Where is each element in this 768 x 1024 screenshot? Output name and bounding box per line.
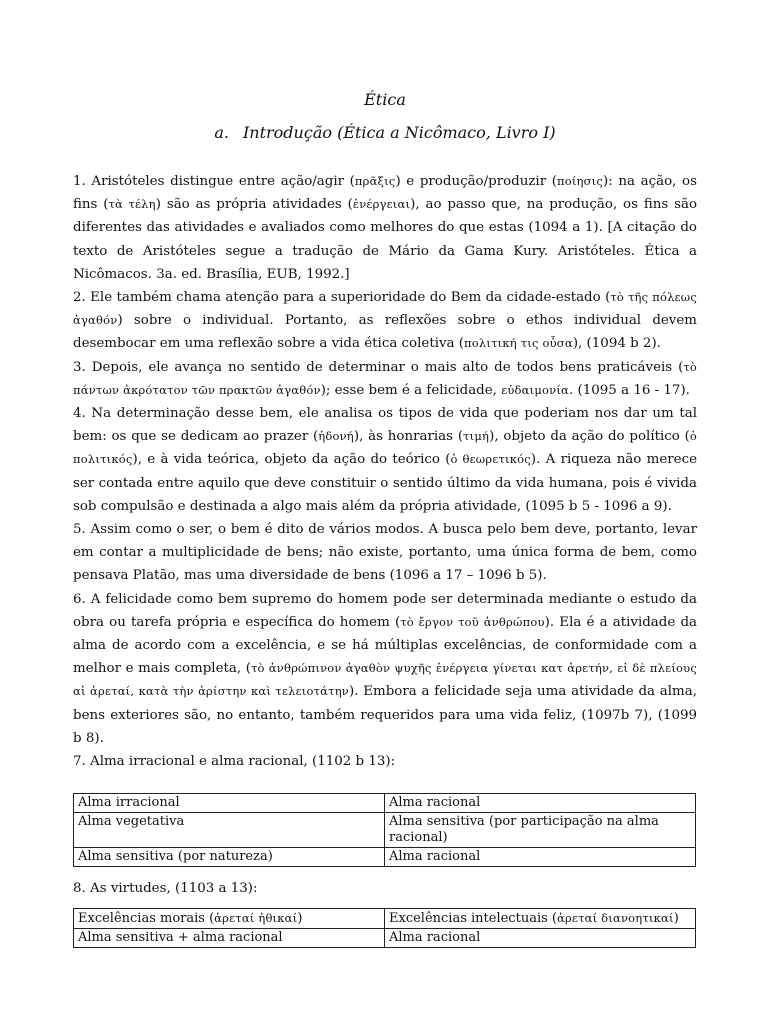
paragraph-1: 1. Aristóteles distingue entre ação/agir (πρᾶξις) e produção/produzir (ποίησις): na ação, os fins (τὰ τέλη) são as própria atividades (ἐνέργειαι), ao passo que, na produção, os fins são diferentes das atividades e avaliados como melhores do que estas (1094 a 1). [A citação do texto de Aristóteles segue a tradução de Mário da Gama Kury. Aristóteles. Ética a Nicômacos. 3a. ed. Brasília, EUB, 1992.] [73,174,698,282]
table-cell: Alma vegetativa [74,813,385,848]
section-letter: a. [214,123,229,142]
section-heading [73,123,697,142]
greek-term: εὐδαιμονία [501,382,570,397]
table-row [74,909,696,929]
table-row [74,794,696,813]
table-cell: Alma sensitiva (por participação na alma racional) [385,813,696,848]
greek-term: ἐνέργειαι [352,197,411,212]
greek-term: ὁ πολιτικός [73,429,697,467]
greek-term: τὸ πάντων ἀκρότατον τῶν πρακτῶν ἀγαθόν [73,359,697,397]
greek-term: ἀρεταί ἠθικαί [214,911,298,926]
section-heading-text: Introdução (Ética a Nicômaco, Livro I) [242,123,556,142]
greek-term: τὸ ἔργον τοῦ ἀνθρώπου [400,614,545,629]
table-row [74,813,696,848]
table-row [74,848,696,867]
greek-term: τιμή [463,429,490,444]
greek-term: πολιτική τις οὖσα [464,336,573,351]
page-title: Ética [364,90,406,109]
paragraph-5: 5. Assim como o ser, o bem é dito de vários modos. A busca pelo bem deve, portanto, levar em contar a multiplicidade de bens; não existe, portanto, uma única forma de bem, como pensava Platão, mas uma diversidade de bens (1096 a 17 – 1096 b 5). [73,522,697,584]
virtues-table [73,908,696,948]
table-cell: Alma racional [385,794,696,813]
paragraph-6: 6. A felicidade como bem supremo do homem pode ser determinada mediante o estudo da obra ou tarefa própria e específica do homem (τὸ ἔργον τοῦ ἀνθρώπου). Ela é a atividade da alma de acordo com a excelência, e se há múltiplas excelências, de conformidade com a melhor e mais completa, (τὸ ἀνθρώπινον ἀγαθὸν ψυχῆς ἐνέργεια γίνεται κατ ἀρετήν, εἰ δὲ πλείους αἱ ἀρεταί, κατὰ τὴν ἀρίστην καὶ τελειοτάτην). Embora a felicidade seja uma atividade da alma, bens exteriores são, no entanto, também requeridos para uma vida feliz, (1097b 7), (1099 b 8). [73,591,697,746]
paragraph-4: 4. Na determinação desse bem, ele analisa os tipos de vida que poderiam nos dar um tal bem: os que se dedicam ao prazer (ἡδονή), às honrarias (τιμή), objeto da ação do político (ὁ πολιτικός), e à vida teórica, objeto da ação do teórico (ὁ θεωρετικός). A riqueza não merece ser contada entre aquilo que deve constituir o sentido último da vida humana, pois é vivida sob compulsão e destinada a algo mais além da própria atividade, (1095 b 5 - 1096 a 9). [73,406,697,514]
paragraph-3: 3. Depois, ele avança no sentido de determinar o mais alto de todos bens praticáveis (τὸ πάντων ἀκρότατον τῶν πρακτῶν ἀγαθόν); esse bem é a felicidade, εὐδαιμονία. (1095 a 16 - 17). [73,359,697,398]
greek-term: ποίησις [556,174,604,188]
greek-term: πρᾶξις [354,174,396,188]
table-cell: Alma racional [385,848,696,867]
greek-term: τὸ τῆς πόλεως ἀγαθόν [73,290,698,328]
greek-term: ἡδονή [318,429,354,444]
table-cell: Excelências morais (ἀρεταί ἠθικαί) [74,909,385,929]
paragraph-2: 2. Ele também chama atenção para a superioridade do Bem da cidade-estado (τὸ τῆς πόλεως ἀγαθόν) sobre o individual. Portanto, as reflexões sobre o ethos individual devem desembocar em uma reflexão sobre a vida ética coletiva (πολιτική τις οὖσα), (1094 b 2). [73,290,698,352]
greek-term: ἀρεταί διανοητικαί [556,911,674,926]
document-page [73,90,697,948]
greek-term: τὸ ἀνθρώπινον ἀγαθὸν ψυχῆς ἐνέργεια γίνεται κατ ἀρετήν, εἰ δὲ πλείους αἱ ἀρεταί, κατὰ τὴν ἀρίστην καὶ τελειοτάτην [73,661,697,699]
soul-table [73,793,696,867]
table-cell: Alma sensitiva + alma racional [74,929,385,948]
table-cell: Excelências intelectuais (ἀρεταί διανοητικαί) [385,909,696,929]
table-cell: Alma irracional [74,794,385,813]
table-cell: Alma sensitiva (por natureza) [74,848,385,867]
greek-term: ὁ θεωρετικός [450,452,531,467]
greek-term: τὰ τέλη [108,197,156,212]
paragraph-8: 8. As virtudes, (1103 a 13): [73,881,258,897]
table-cell: Alma racional [385,929,696,948]
paragraph-7: 7. Alma irracional e alma racional, (1102 b 13): [73,754,396,770]
table-row [74,929,696,948]
